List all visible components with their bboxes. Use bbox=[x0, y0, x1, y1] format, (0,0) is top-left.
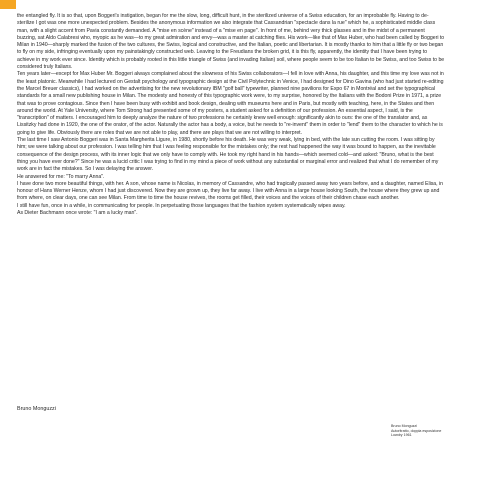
essay-paragraph: I have done two more beautiful things, with her. A son, whose name is Nicolas, in memory of Cassandre, who had tragically passed away two years before, and a daughter, named Elisa, in honour of Hans Werner Henze, whom I had just discovered. Now they are grown up, they live far away. I live with Anna in a large house looking South, the house where they grew up and from where, on clear days, one can see Milan. From time to time the house revives, the rooms get filled, their voices and the voices of their children chase each another. bbox=[17, 180, 443, 202]
essay-paragraph: The last time I saw Antonio Boggeri was in Santa Margherita Ligure, in 1980, shortly before his death. He was very weak, lying in bed, with the late sun cutting the room. I was sitting by him; we were talking about our profession. I was telling him that I was feeling responsible for the mistakes only; the rest had happened the way it was bound to happen, as the inevitable consequence of the design process, with its inner logic that we only have to comply with. He took my right hand in his hands—which seemed cold—and asked: "Bruno, what is the best thing you have ever done?" Since he was a lucid critic I was trying to find in my mind a piece of work without any substantial or marginal error and realized that what I do remember of my work are in fact the mistakes. So I was delaying the answer. bbox=[17, 137, 439, 173]
essay-paragraph: I still have fun, once in a while, in communicating for people. In perpetuating those languages that the fashion system systematically wipes away. bbox=[17, 202, 346, 209]
essay-paragraph: Ten years later—except for Max Huber Mr. Boggeri always complained about the slowness of his Swiss collaborators—I fell in love with Anna, his daughter, and this time my love was not in the least platonic. Meanwhile I had lectured on Gestalt psychology and typographic design at the Civil Polytechnic in Venice, I had designed for Dino Gavina (who had just started re-editing the Marcel Breuer classics), I had worked on the advertising for the new revolutionary IBM "golf ball" typewriter, planned nine pavilions for Expo 67 in Montréal and set the typographical standards for a small new publishing house in Milan. The modesty and honesty of this typographic work were, to my surprise, honored by the Italians with the Bodoni Prize in 1971, a prize that was to prove contagious. Since then I have been busy with exhibit and book design, dealing with museums here and in Paris, but mostly with teaching, here, in the States and then around the world. At Yale University, where Tom Strong had presented some of my posters, a student asked for a definition of our profession. An essential aspect, I said, is the "transcription" of matters. I encouraged him to deeply analyze the nature of two professions he certainly knew well enough: significantly akin to ours: the one of the translator and, as Lissitzky had done in 1920, the one of the orator, of the actor. Naturally the actor has a body, a voice, but he needs to "re-invent" them in order to "lend" them to the character to which he is going to give life. Obviously there are roles that we are not able to play, and there are plays that we are not willing to interpret. bbox=[17, 71, 444, 136]
image-caption bbox=[391, 424, 441, 438]
essay-body bbox=[17, 13, 445, 217]
essay-paragraph: the entangled fly. It is so that, upon Boggeri's instigation, began for me the slow, long, difficult hunt, in the sterilized universe of a Swiss education, for an improbable fly. Having to de-sterilize I got was one more unexpected problem. Besides the anonymous information we also integrate that Cassandrian "spectacle dans la rue" which he, a sophisticated middle class man, with a slight accent from Pavia constantly demanded. A "mise en scène" instead of a "mise en page". In front of me, behind very thick glasses and in the midst of a permanent buzzing, sat Aldo Calabresi who, myopic as he was—to my great admiration and envy—was a master at catching flies. His work—like that of Max Huber, who had been called by Boggeri to Milan in 1940—sharply marked the fusion of the two cultures, the Swiss, logical and constructive, and the Italian, poetic and libertarian. It is mostly thanks to him that a little fly or two began to fly on my side, infringing eventually upon my painstakingly constructed web. Leaving to the Freudians the broken grid, it is this fly, apparently, the identity that I have been trying to achieve in my work ever since. Identity which is probably rooted in this little triangle of Swiss (and invading Italian) soil, where people seem to be too Italian to be Swiss, and too Swiss to be considered truly Italians. bbox=[17, 13, 445, 71]
essay-paragraph: He answered for me: "To marry Anna". bbox=[17, 173, 105, 180]
orange-accent-block bbox=[0, 0, 16, 9]
essay-paragraph: As Dieter Bachmann once wrote: "I am a lucky man". bbox=[17, 210, 138, 217]
caption-line-date: Lowdry 1961 bbox=[391, 433, 412, 438]
caption-line-title: Autoritratto, doppia esposizione bbox=[391, 428, 442, 433]
caption-line-author: Bruno Monguzzi bbox=[391, 424, 417, 428]
author-signature: Bruno Monguzzi bbox=[17, 406, 56, 412]
